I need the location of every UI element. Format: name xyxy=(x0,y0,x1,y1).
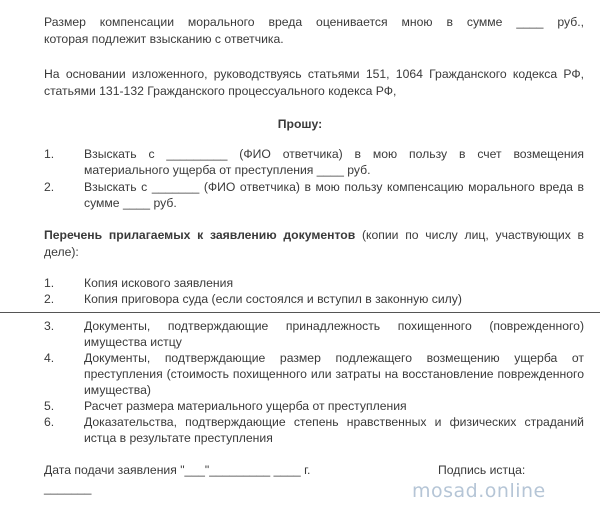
request-heading: Прошу: xyxy=(277,117,323,131)
attachment-item-text: Копия искового заявления xyxy=(84,276,234,290)
attachments-heading xyxy=(44,227,584,261)
filing-date-line: Дата подачи заявления "___"_________ ____ г. xyxy=(44,463,311,477)
attachments-heading-note: (копии по числу лиц, участвующих в деле): xyxy=(44,228,584,259)
attachment-item-text: Копия приговора суда (если состоялся и вступил в законную силу) xyxy=(84,292,462,306)
compensation-liability-line: которая подлежит взысканию с ответчика. xyxy=(44,32,284,46)
attachment-item-text: Расчет размера материального ущерба от преступления xyxy=(84,399,407,413)
attachment-item-number: 2. xyxy=(44,292,55,306)
request-item-text: Взыскать с _______ (ФИО ответчика) в мою пользу компенсацию морального вреда в сумме ____ руб. xyxy=(84,180,584,210)
attachment-item-text: Документы, подтверждающие принадлежность похищенного (поврежденного) имущества истцу xyxy=(84,319,584,349)
attachments-heading-bold: Перечень прилагаемых к заявлению документов xyxy=(44,228,356,242)
request-item-text: Взыскать с _________ (ФИО ответчика) в мою пользу в счет возмещения материального ущерба от преступления ____ руб. xyxy=(84,147,584,177)
compensation-amount-line: Размер компенсации морального вреда оценивается мною в сумме ____ руб., xyxy=(44,15,584,29)
signature-blank-line: _______ xyxy=(44,481,92,495)
legal-basis-paragraph: На основании изложенного, руководствуясь статьями 151, 1064 Гражданского кодекса РФ, статьями 131-132 Гражданского процессуального кодекса РФ, xyxy=(44,67,584,98)
request-item-number: 1. xyxy=(44,147,55,161)
request-item-number: 2. xyxy=(44,180,55,194)
site-watermark: mosad.online xyxy=(412,480,546,502)
attachment-item-number: 1. xyxy=(44,276,55,290)
plaintiff-signature-label: Подпись истца: xyxy=(438,463,526,477)
attachment-item-number: 5. xyxy=(44,399,55,413)
attachment-item-number: 3. xyxy=(44,319,55,333)
attachment-item-text: Доказательства, подтверждающие степень нравственных и физических страданий истца в результате преступления xyxy=(84,415,584,445)
section-divider xyxy=(0,312,600,313)
attachment-item-number: 4. xyxy=(44,351,55,365)
attachment-item-number: 6. xyxy=(44,415,55,429)
attachment-item-text: Документы, подтверждающие размер подлежащего возмещению ущерба от преступления (стоимость похищенного или затраты на восстановление поврежденного имущества) xyxy=(84,351,584,397)
